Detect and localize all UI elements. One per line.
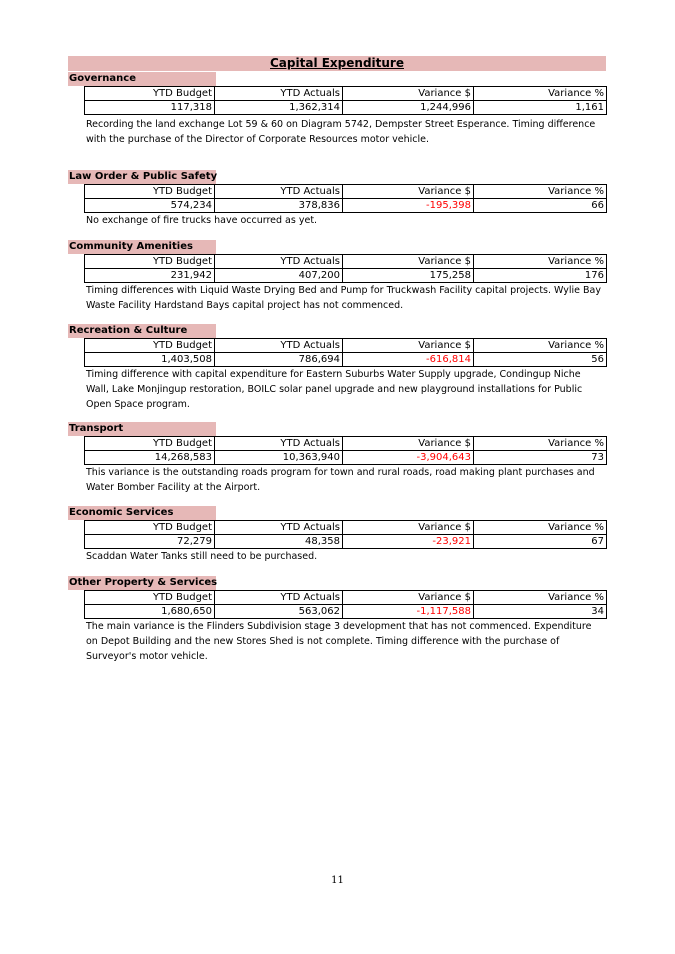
variance-cell: 1,244,996 [343,101,474,115]
col-header-variance-pct: Variance % [474,255,607,269]
table-header-row [85,591,607,605]
col-header-actuals: YTD Actuals [215,87,343,101]
table-row [85,451,607,465]
col-header-variance-pct: Variance % [474,185,607,199]
col-header-variance: Variance $ [343,591,474,605]
budget-cell: 1,403,508 [85,353,215,367]
page-title [68,56,606,71]
section-heading: Governance [68,72,216,86]
col-header-budget: YTD Budget [85,185,215,199]
section-heading: Recreation & Culture [68,324,216,338]
variance-cell: -23,921 [343,535,474,549]
page-number: 11 [331,875,344,886]
col-header-variance-pct: Variance % [474,339,607,353]
col-header-budget: YTD Budget [85,521,215,535]
page-title-text: Capital Expenditure [270,56,404,70]
section-note: Timing differences with Liquid Waste Drying Bed and Pump for Truckwash Facility capital projects. Wylie Bay Waste Facility Hardstand Bays capital project has not commenced. [86,285,601,311]
col-header-actuals: YTD Actuals [215,437,343,451]
section-note: This variance is the outstanding roads program for town and rural roads, road making plant purchases and Water Bomber Facility at the Airport. [86,467,595,493]
variance-cell: -1,117,588 [343,605,474,619]
table-row [85,535,607,549]
variance-table [84,436,607,465]
table-header-row [85,185,607,199]
col-header-variance: Variance $ [343,437,474,451]
section-note: No exchange of fire trucks have occurred as yet. [86,215,318,226]
budget-cell: 574,234 [85,199,215,213]
col-header-variance-pct: Variance % [474,521,607,535]
variance-pct-cell: 1,161 [474,101,607,115]
section-note: Recording the land exchange Lot 59 & 60 on Diagram 5742, Dempster Street Esperance. Timing difference with the purchase of the Director of Corporate Resources motor vehicle. [86,119,596,145]
section-governance [68,72,606,147]
section-heading: Community Amenities [68,240,216,254]
table-header-row [85,437,607,451]
variance-table [84,254,607,283]
budget-cell: 231,942 [85,269,215,283]
section-heading: Transport [68,422,216,436]
actuals-cell: 48,358 [215,535,343,549]
section-economic-services [68,506,606,564]
variance-table [84,520,607,549]
table-header-row [85,339,607,353]
col-header-variance: Variance $ [343,521,474,535]
variance-cell: -616,814 [343,353,474,367]
variance-table [84,86,607,115]
table-header-row [85,255,607,269]
variance-pct-cell: 176 [474,269,607,283]
actuals-cell: 786,694 [215,353,343,367]
col-header-budget: YTD Budget [85,255,215,269]
table-row [85,605,607,619]
section-law-order [68,170,606,228]
col-header-variance: Variance $ [343,87,474,101]
table-header-row [85,521,607,535]
budget-cell: 117,318 [85,101,215,115]
section-heading: Law Order & Public Safety [69,171,218,182]
col-header-variance: Variance $ [343,185,474,199]
actuals-cell: 10,363,940 [215,451,343,465]
section-heading: Economic Services [68,506,216,520]
variance-pct-cell: 67 [474,535,607,549]
budget-cell: 1,680,650 [85,605,215,619]
actuals-cell: 378,836 [215,199,343,213]
table-row [85,269,607,283]
budget-cell: 72,279 [85,535,215,549]
actuals-cell: 1,362,314 [215,101,343,115]
table-row [85,353,607,367]
col-header-variance-pct: Variance % [474,591,607,605]
col-header-budget: YTD Budget [85,339,215,353]
variance-pct-cell: 66 [474,199,607,213]
actuals-cell: 563,062 [215,605,343,619]
table-header-row [85,87,607,101]
col-header-variance-pct: Variance % [474,87,607,101]
variance-table [84,590,607,619]
col-header-variance-pct: Variance % [474,437,607,451]
col-header-actuals: YTD Actuals [215,521,343,535]
variance-cell: 175,258 [343,269,474,283]
variance-pct-cell: 34 [474,605,607,619]
table-row [85,101,607,115]
section-note: Scaddan Water Tanks still need to be purchased. [86,551,318,562]
section-transport [68,422,606,495]
section-community-amenities [68,240,606,313]
table-row [85,199,607,213]
variance-cell: -3,904,643 [343,451,474,465]
col-header-actuals: YTD Actuals [215,591,343,605]
variance-table [84,338,607,367]
variance-pct-cell: 73 [474,451,607,465]
variance-pct-cell: 56 [474,353,607,367]
col-header-budget: YTD Budget [85,87,215,101]
section-other-property [68,576,606,664]
col-header-variance: Variance $ [343,339,474,353]
variance-table [84,184,607,213]
variance-cell: -195,398 [343,199,474,213]
section-heading: Other Property & Services [69,577,218,588]
col-header-budget: YTD Budget [85,591,215,605]
col-header-budget: YTD Budget [85,437,215,451]
section-note: The main variance is the Flinders Subdivision stage 3 development that has not commenced. Expenditure on Depot Building and the new Stores Shed is not complete. Timing difference with the purchase of Surveyor's motor vehicle. [86,621,592,662]
budget-cell: 14,268,583 [85,451,215,465]
col-header-actuals: YTD Actuals [215,185,343,199]
col-header-actuals: YTD Actuals [215,339,343,353]
col-header-actuals: YTD Actuals [215,255,343,269]
actuals-cell: 407,200 [215,269,343,283]
col-header-variance: Variance $ [343,255,474,269]
section-note: Timing difference with capital expenditure for Eastern Suburbs Water Supply upgrade, Condingup Niche Wall, Lake Monjingup restoration, BOILC solar panel upgrade and new playground installations for Public Open Space program. [86,369,583,410]
section-recreation-culture [68,324,606,412]
